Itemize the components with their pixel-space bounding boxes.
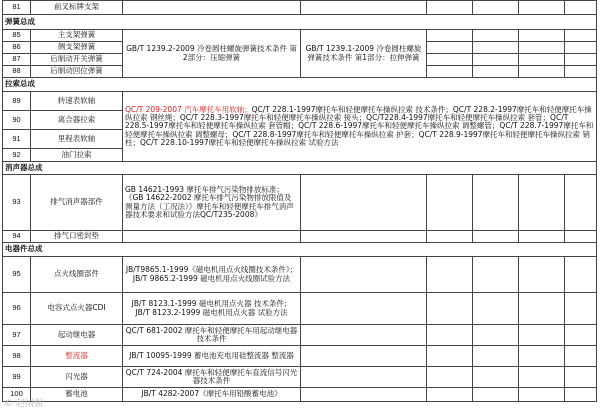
- section-title-spring: 弹簧总成: [3, 15, 597, 30]
- standard-cell: [123, 92, 597, 162]
- part-name: 排气口密封垫: [31, 231, 123, 243]
- row-number: 99: [3, 367, 31, 388]
- part-name: 排气消声器部件: [31, 175, 123, 231]
- standard-cell: GB/T 1239.1-2009 冷卷圆柱螺旋弹簧技术条件 第1部分：拉伸弹簧: [301, 30, 427, 78]
- part-name: 油门拉索: [31, 149, 123, 162]
- watermark: © 赵国强: [4, 399, 43, 409]
- standard-cell: JB/T 10095-1999 蓄电池充电用硅整流器 整流器: [123, 346, 301, 367]
- standard-cell: GB/T 1239.2-2009 冷卷圆柱螺旋弹簧技术条件 第2部分：压缩弹簧: [123, 30, 301, 78]
- row-number: 87: [3, 54, 31, 66]
- row-number: 88: [3, 66, 31, 78]
- part-name: 里程表软轴: [31, 130, 123, 149]
- part-name: 离合器拉索: [31, 111, 123, 130]
- row-number: 93: [3, 175, 31, 231]
- section-title-electric: 电器件总成: [3, 243, 597, 257]
- table-row: [3, 293, 597, 325]
- row-number: 81: [3, 1, 31, 15]
- standard-cell: QC/T 681-2002 摩托车和轻便摩托车用起动继电器技术条件: [123, 325, 301, 346]
- row-number: 94: [3, 231, 31, 243]
- section-row: [3, 78, 597, 92]
- part-name: 后制动开关弹簧: [31, 54, 123, 66]
- section-row: [3, 15, 597, 30]
- standard-cell: JB/T 4282-2007《摩托车用铅酸蓄电池》: [123, 388, 301, 402]
- section-row: [3, 243, 597, 257]
- section-title-muffler: 消声器总成: [3, 162, 597, 175]
- row-number: 90: [3, 111, 31, 130]
- standard-cell: JB/T9865.1-1999《磁电机用点火线圈技术条件》；JB/T 9865.2-1999 磁电机用点火线圈试验方法: [123, 257, 301, 293]
- standards-table: [2, 0, 597, 402]
- row-number: 95: [3, 257, 31, 293]
- table-row: [3, 231, 597, 243]
- row-number: 100: [3, 388, 31, 402]
- row-number: 96: [3, 293, 31, 325]
- part-name: 电容式点火器CDI: [31, 293, 123, 325]
- section-title-cable: 拉索总成: [3, 78, 597, 92]
- standard-text: QC/T 228.1-1997摩托车和轻便摩托车操纵拉索 技术条件；QC/T 228.2-1997摩托车和轻便摩托车操纵拉索 钢丝绳；QC/T 228.3-1997摩托车和轻便摩托车操纵拉索 接头；QC/T228.4-1997摩托车和轻便摩托车操纵拉索 套管；QC/T 228.5-1997摩托车和轻便摩托车操纵拉索 套管帽；QC/T 228.6-1997摩托车和轻便摩托车操纵拉索 调整螺管；QC/T 228.7-1997摩托车和轻便摩托车操纵拉索 调整螺母；QC/T 228.8-1997摩托车和轻便摩托车操纵拉索 护套；QC/T 228.9-1997摩托车和轻便摩托车操纵拉索 销柱；QC/T 228.10-1997摩托车和轻便摩托车操纵拉索 试验方法: [125, 104, 594, 148]
- section-row: [3, 162, 597, 175]
- table-row: [3, 346, 597, 367]
- standard-cell: QC/T 724-2004 摩托车和轻便摩托车直流信号闪光器技术条件: [123, 367, 301, 388]
- table-row: [3, 388, 597, 402]
- row-number: 86: [3, 42, 31, 54]
- part-name: 整流器: [31, 346, 123, 367]
- row-number: 97: [3, 325, 31, 346]
- table-row: [3, 257, 597, 293]
- row-number: 91: [3, 130, 31, 149]
- standard-highlight: QC/T 209-2007 汽车摩托车用软轴；: [125, 104, 252, 114]
- table-row: [3, 367, 597, 388]
- standard-cell: GB 14621-1993 摩托车排气污染物排放标准；《GB 14622-2002 摩托车排气污染物排放限值及测量方法（工况法）》摩托车和轻便摩托车排气消声器技术要求和试验方法QC/T235-2008》: [123, 175, 301, 231]
- part-name: 转速表软轴: [31, 92, 123, 111]
- row-number: 92: [3, 149, 31, 162]
- table-row: [3, 175, 597, 231]
- part-name: 主支架弹簧: [31, 30, 123, 42]
- table-row: [3, 92, 597, 111]
- part-name: 前叉标牌支架: [31, 1, 123, 15]
- part-name: 侧支架弹簧: [31, 42, 123, 54]
- part-name: 点火线圈部件: [31, 257, 123, 293]
- part-name: 蓄电池: [31, 388, 123, 402]
- row-number: 89: [3, 92, 31, 111]
- standard-cell: JB/T 8123.1-1999 磁电机用点火器 技术条件；JB/T 8123.2-1999 磁电机用点火器 试验方法: [123, 293, 301, 325]
- table-row: [3, 325, 597, 346]
- table-row: [3, 1, 597, 15]
- table-row: [3, 30, 597, 42]
- row-number: 98: [3, 346, 31, 367]
- row-number: 85: [3, 30, 31, 42]
- part-name: 闪光器: [31, 367, 123, 388]
- part-name: 起动继电器: [31, 325, 123, 346]
- part-name: 后制动回位弹簧: [31, 66, 123, 78]
